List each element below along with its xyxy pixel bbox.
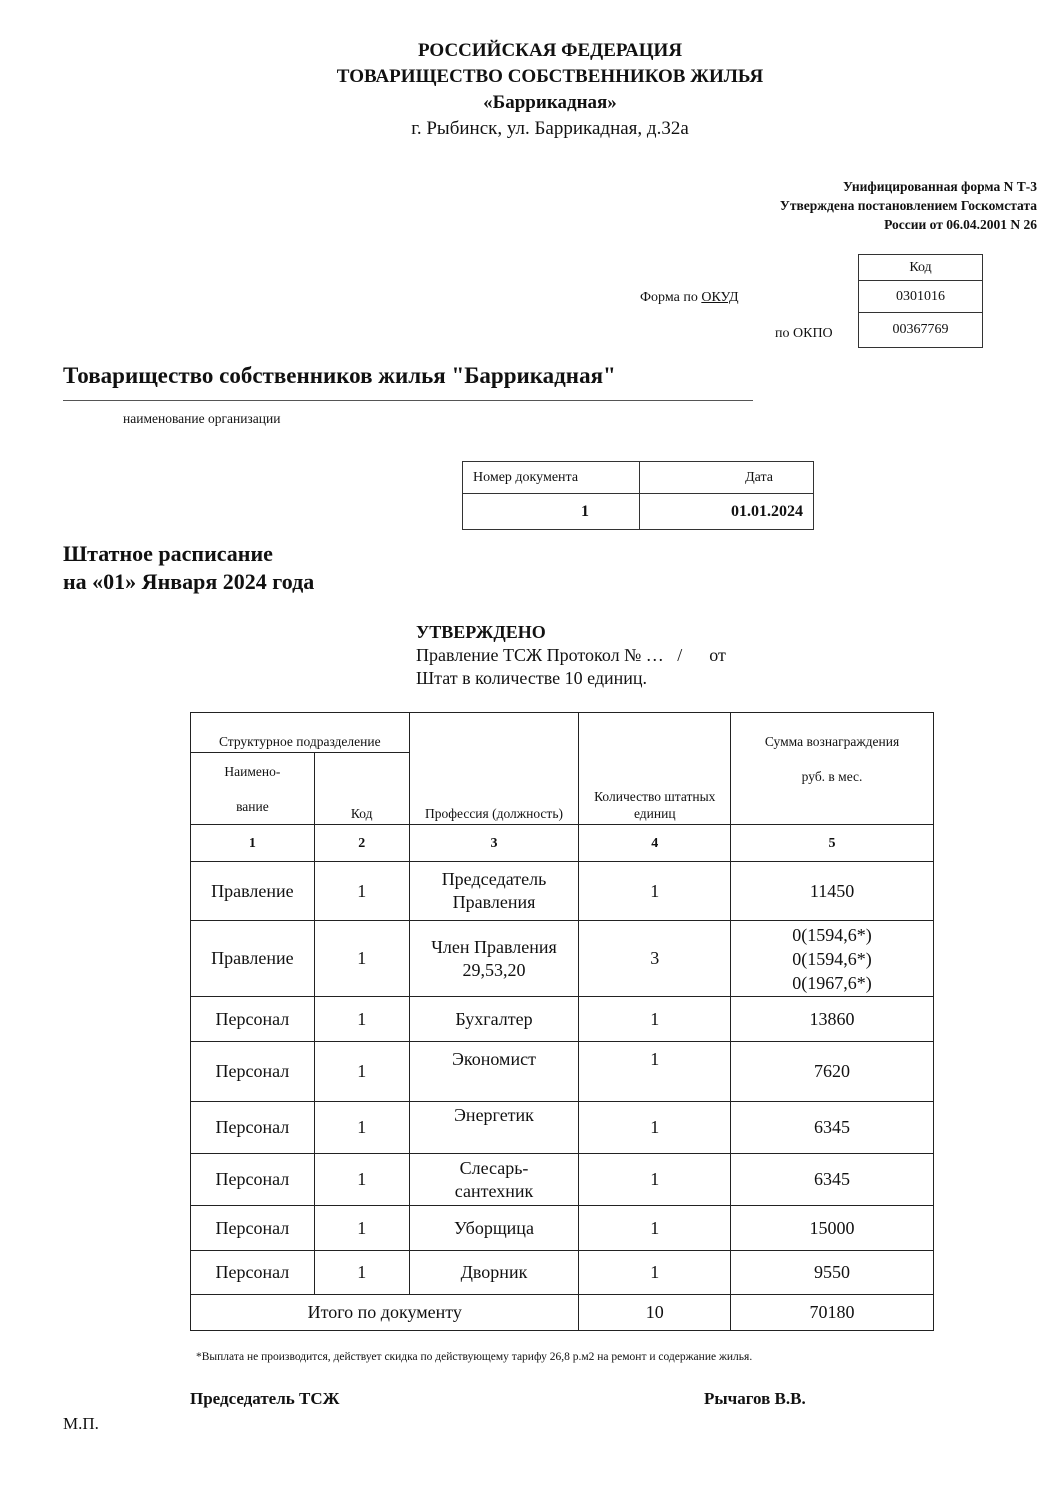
title-line2: на «01» Января 2024 года [63,569,315,594]
column-number: 4 [579,825,731,862]
total-label: Итого по документу [191,1295,579,1331]
header-name-part1: Наимено- [224,763,281,779]
cell-position: Уборщица [409,1206,579,1251]
cell-unit: Персонал [191,1206,315,1251]
table-row [191,862,934,921]
cell-count: 1 [579,1154,731,1206]
document-header [0,38,1061,142]
cell-unit: Персонал [191,1251,315,1295]
cell-position: Дворник [409,1251,579,1295]
header-structural-unit: Структурное подразделение [191,713,410,753]
cell-count: 1 [579,1251,731,1295]
organization-caption: наименование организации [123,411,281,426]
approval-block [416,621,726,690]
cell-position: Председатель Правления [409,862,579,921]
cell-salary: 13860 [731,997,934,1042]
cell-position: Слесарь-сантехник [409,1154,579,1206]
column-number: 1 [191,825,315,862]
cell-salary: 0(1594,6*) 0(1594,6*) 0(1967,6*) [731,921,934,997]
column-numbers-row [191,825,934,862]
cell-code: 1 [314,1154,409,1206]
total-count: 10 [579,1295,731,1331]
cell-salary: 7620 [731,1042,934,1102]
table-row [191,997,934,1042]
column-number: 3 [409,825,579,862]
cell-code: 1 [314,1251,409,1295]
cell-count: 1 [579,1206,731,1251]
form-info [780,177,1037,234]
table-row [191,1042,934,1102]
codes-header: Код [859,255,983,281]
cell-unit: Персонал [191,1154,315,1206]
okpo-label: по ОКПО [775,326,833,341]
stamp-place: М.П. [63,1414,99,1433]
cell-code: 1 [314,1102,409,1154]
okud-prefix: Форма по [640,290,702,305]
okpo-value: 00367769 [859,313,983,348]
cell-code: 1 [314,921,409,997]
cell-position: Член Правления 29,53,20 [409,921,579,997]
okud-label [640,290,739,306]
cell-count: 1 [579,997,731,1042]
cell-position: Экономист [409,1042,579,1102]
cell-code: 1 [314,1206,409,1251]
cell-code: 1 [314,862,409,921]
column-number: 2 [314,825,409,862]
cell-unit: Персонал [191,997,315,1042]
document-number-table [462,461,814,530]
header-address: г. Рыбинск, ул. Баррикадная, д.32а [411,118,689,139]
header-name-part2: вание [236,798,269,814]
organization-name: Товарищество собственников жилья "Баррикадная" [63,363,616,388]
document-number-label: Номер документа [463,462,640,494]
cell-salary: 11450 [731,862,934,921]
cell-position: Энергетик [409,1102,579,1154]
total-salary: 70180 [731,1295,934,1331]
header-profession: Профессия (должность) [409,713,579,825]
cell-unit: Персонал [191,1042,315,1102]
document-date-label: Дата [640,462,814,494]
table-row [191,1102,934,1154]
header-name [191,753,315,825]
title-line1: Штатное расписание [63,541,273,566]
organization-underline [63,400,753,401]
header-org-type: ТОВАРИЩЕСТВО СОБСТВЕННИКОВ ЖИЛЬЯ [336,66,764,87]
header-count: Количество штатных единиц [579,713,731,825]
total-row [191,1295,934,1331]
cell-salary: 6345 [731,1154,934,1206]
approval-protocol: Правление ТСЖ Протокол № … / от [416,645,726,665]
cell-code: 1 [314,1042,409,1102]
signature-role: Председатель ТСЖ [190,1389,340,1408]
cell-count: 1 [579,1102,731,1154]
form-info-line1: Унифицированная форма N Т-3 [843,179,1037,194]
cell-code: 1 [314,997,409,1042]
header-code: Код [314,753,409,825]
cell-salary: 6345 [731,1102,934,1154]
approval-staff-count: Штат в количестве 10 единиц. [416,668,648,688]
okud-link: ОКУД [701,290,739,305]
column-number: 5 [731,825,934,862]
cell-count: 1 [579,862,731,921]
form-info-line2: Утверждена постановлением Госкомстата [779,198,1037,213]
header-salary-line2: руб. в мес. [801,769,863,784]
header-salary-line1: Сумма вознаграждения [764,734,900,749]
document-number: 1 [463,494,640,530]
table-row [191,1251,934,1295]
approval-heading: УТВЕРЖДЕНО [416,622,546,642]
cell-unit: Правление [191,862,315,921]
cell-unit: Персонал [191,1102,315,1154]
document-date: 01.01.2024 [640,494,814,530]
table-row [191,1206,934,1251]
cell-salary: 9550 [731,1251,934,1295]
header-country: РОССИЙСКАЯ ФЕДЕРАЦИЯ [417,40,683,61]
cell-unit: Правление [191,921,315,997]
codes-table [858,254,983,348]
cell-count: 1 [579,1042,731,1102]
cell-position: Бухгалтер [409,997,579,1042]
header-salary [731,713,934,825]
okud-value: 0301016 [859,281,983,313]
header-org-name: «Баррикадная» [483,92,617,113]
cell-count: 3 [579,921,731,997]
page-title [63,540,314,596]
cell-salary: 15000 [731,1206,934,1251]
signature-name: Рычагов В.В. [704,1389,806,1408]
form-info-line3: России от 06.04.2001 N 26 [884,217,1037,232]
table-row [191,921,934,997]
footnote: *Выплата не производится, действует скидка по действующему тарифу 26,8 р.м2 на ремонт и содержание жилья. [196,1351,753,1363]
table-row [191,1154,934,1206]
staff-schedule-table [190,712,934,1331]
